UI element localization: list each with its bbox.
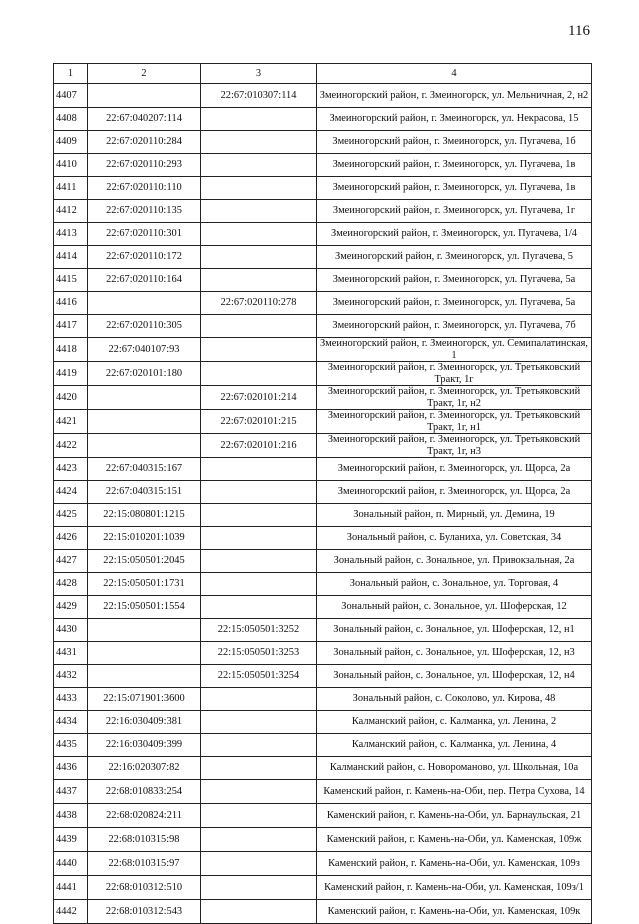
address-cell: Змеиногорский район, г. Змеиногорск, ул. Пугачева, 5 <box>317 246 592 269</box>
premises-cadastral-cell: 22:15:050501:3254 <box>201 665 317 688</box>
premises-cadastral-cell <box>201 711 317 734</box>
address-cell: Зональный район, с. Зональное, ул. Торговая, 4 <box>317 573 592 596</box>
header-col-2: 2 <box>88 64 201 84</box>
table-row <box>54 223 592 246</box>
address-cell: Каменский район, г. Камень-на-Оби, пер. Петра Сухова, 14 <box>317 780 592 804</box>
row-number-cell: 4419 <box>54 362 88 386</box>
premises-cadastral-cell <box>201 504 317 527</box>
header-col-1: 1 <box>54 64 88 84</box>
premises-cadastral-cell: 22:67:020101:214 <box>201 386 317 410</box>
table-row <box>54 481 592 504</box>
row-number-cell: 4421 <box>54 410 88 434</box>
row-number-cell: 4430 <box>54 619 88 642</box>
row-number-cell: 4437 <box>54 780 88 804</box>
row-number-cell: 4420 <box>54 386 88 410</box>
address-cell: Змеиногорский район, г. Змеиногорск, ул. Пугачева, 5а <box>317 269 592 292</box>
table-row <box>54 734 592 757</box>
premises-cadastral-cell <box>201 362 317 386</box>
table-row <box>54 527 592 550</box>
cadastral-number-cell: 22:67:020110:135 <box>88 200 201 223</box>
premises-cadastral-cell <box>201 200 317 223</box>
cadastral-number-cell <box>88 642 201 665</box>
premises-cadastral-cell <box>201 246 317 269</box>
row-number-cell: 4428 <box>54 573 88 596</box>
cadastral-number-cell: 22:15:071901:3600 <box>88 688 201 711</box>
address-cell: Зональный район, с. Зональное, ул. Шоферская, 12 <box>317 596 592 619</box>
address-cell: Калманский район, с. Новороманово, ул. Школьная, 10а <box>317 757 592 780</box>
page-number: 116 <box>568 23 590 39</box>
cadastral-number-cell: 22:67:020110:284 <box>88 131 201 154</box>
address-cell: Змеиногорский район, г. Змеиногорск, ул. Пугачева, 1б <box>317 131 592 154</box>
row-number-cell: 4410 <box>54 154 88 177</box>
address-cell: Змеиногорский район, г. Змеиногорск, ул. Третьяковский Тракт, 1г, н2 <box>317 386 592 410</box>
property-table <box>53 63 592 924</box>
address-cell: Каменский район, г. Камень-на-Оби, ул. Каменская, 109к <box>317 900 592 924</box>
row-number-cell: 4441 <box>54 876 88 900</box>
premises-cadastral-cell <box>201 688 317 711</box>
row-number-cell: 4424 <box>54 481 88 504</box>
address-cell: Змеиногорский район, г. Змеиногорск, ул. Щорса, 2а <box>317 481 592 504</box>
cadastral-number-cell <box>88 292 201 315</box>
address-cell: Змеиногорский район, г. Змеиногорск, ул. Щорса, 2а <box>317 458 592 481</box>
premises-cadastral-cell <box>201 131 317 154</box>
premises-cadastral-cell <box>201 223 317 246</box>
table-row <box>54 596 592 619</box>
address-cell: Каменский район, г. Камень-на-Оби, ул. Каменская, 109з <box>317 852 592 876</box>
table-row <box>54 269 592 292</box>
premises-cadastral-cell <box>201 458 317 481</box>
cadastral-number-cell: 22:68:010312:510 <box>88 876 201 900</box>
row-number-cell: 4435 <box>54 734 88 757</box>
table-row <box>54 550 592 573</box>
address-cell: Зональный район, с. Соколово, ул. Кирова, 48 <box>317 688 592 711</box>
cadastral-number-cell: 22:68:010312:543 <box>88 900 201 924</box>
cadastral-number-cell <box>88 386 201 410</box>
cadastral-number-cell: 22:67:020110:301 <box>88 223 201 246</box>
row-number-cell: 4408 <box>54 108 88 131</box>
row-number-cell: 4413 <box>54 223 88 246</box>
row-number-cell: 4431 <box>54 642 88 665</box>
table-row <box>54 504 592 527</box>
table-row <box>54 434 592 458</box>
address-cell: Зональный район, п. Мирный, ул. Демина, 19 <box>317 504 592 527</box>
table-row <box>54 573 592 596</box>
row-number-cell: 4439 <box>54 828 88 852</box>
cadastral-number-cell: 22:67:020110:172 <box>88 246 201 269</box>
address-cell: Зональный район, с. Буланиха, ул. Советская, 34 <box>317 527 592 550</box>
table-row <box>54 84 592 108</box>
cadastral-number-cell: 22:67:020110:293 <box>88 154 201 177</box>
table-row <box>54 131 592 154</box>
premises-cadastral-cell <box>201 177 317 200</box>
table-row <box>54 246 592 269</box>
table-row <box>54 804 592 828</box>
row-number-cell: 4417 <box>54 315 88 338</box>
cadastral-number-cell <box>88 434 201 458</box>
table-row <box>54 108 592 131</box>
cadastral-number-cell <box>88 665 201 688</box>
premises-cadastral-cell <box>201 527 317 550</box>
premises-cadastral-cell: 22:67:020101:216 <box>201 434 317 458</box>
premises-cadastral-cell <box>201 338 317 362</box>
cadastral-number-cell: 22:67:020110:110 <box>88 177 201 200</box>
row-number-cell: 4436 <box>54 757 88 780</box>
table-row <box>54 200 592 223</box>
address-cell: Змеиногорский район, г. Змеиногорск, ул. Пугачева, 1г <box>317 200 592 223</box>
cadastral-number-cell: 22:16:020307:82 <box>88 757 201 780</box>
address-cell: Зональный район, с. Зональное, ул. Шоферская, 12, н4 <box>317 665 592 688</box>
row-number-cell: 4415 <box>54 269 88 292</box>
address-cell: Змеиногорский район, г. Змеиногорск, ул. Пугачева, 1в <box>317 177 592 200</box>
row-number-cell: 4416 <box>54 292 88 315</box>
premises-cadastral-cell: 22:15:050501:3252 <box>201 619 317 642</box>
address-cell: Змеиногорский район, г. Змеиногорск, ул. Пугачева, 5а <box>317 292 592 315</box>
row-number-cell: 4440 <box>54 852 88 876</box>
cadastral-number-cell: 22:67:040207:114 <box>88 108 201 131</box>
cadastral-number-cell: 22:67:020110:164 <box>88 269 201 292</box>
address-cell: Зональный район, с. Зональное, ул. Шоферская, 12, н1 <box>317 619 592 642</box>
address-cell: Змеиногорский район, г. Змеиногорск, ул. Некрасова, 15 <box>317 108 592 131</box>
cadastral-number-cell: 22:67:040315:151 <box>88 481 201 504</box>
table-row <box>54 828 592 852</box>
address-cell: Каменский район, г. Камень-на-Оби, ул. Каменская, 109з/1 <box>317 876 592 900</box>
premises-cadastral-cell <box>201 573 317 596</box>
table-row <box>54 642 592 665</box>
address-cell: Змеиногорский район, г. Змеиногорск, ул. Пугачева, 1в <box>317 154 592 177</box>
address-cell: Змеиногорский район, г. Змеиногорск, ул. Пугачева, 7б <box>317 315 592 338</box>
address-cell: Каменский район, г. Камень-на-Оби, ул. Барнаульская, 21 <box>317 804 592 828</box>
address-cell: Змеиногорский район, г. Змеиногорск, ул. Третьяковский Тракт, 1г <box>317 362 592 386</box>
cadastral-number-cell: 22:68:020824:211 <box>88 804 201 828</box>
premises-cadastral-cell: 22:67:020101:215 <box>201 410 317 434</box>
table-row <box>54 711 592 734</box>
table-row <box>54 757 592 780</box>
table-row <box>54 177 592 200</box>
cadastral-number-cell: 22:67:020110:305 <box>88 315 201 338</box>
table-header-row <box>54 64 592 84</box>
premises-cadastral-cell <box>201 876 317 900</box>
address-cell: Каменский район, г. Камень-на-Оби, ул. Каменская, 109ж <box>317 828 592 852</box>
table-body <box>54 84 592 924</box>
cadastral-number-cell: 22:68:010315:98 <box>88 828 201 852</box>
row-number-cell: 4422 <box>54 434 88 458</box>
address-cell: Зональный район, с. Зональное, ул. Шоферская, 12, н3 <box>317 642 592 665</box>
row-number-cell: 4423 <box>54 458 88 481</box>
cadastral-number-cell: 22:67:040107:93 <box>88 338 201 362</box>
row-number-cell: 4429 <box>54 596 88 619</box>
premises-cadastral-cell: 22:15:050501:3253 <box>201 642 317 665</box>
row-number-cell: 4407 <box>54 84 88 108</box>
premises-cadastral-cell: 22:67:010307:114 <box>201 84 317 108</box>
table-row <box>54 780 592 804</box>
premises-cadastral-cell <box>201 757 317 780</box>
table-row <box>54 362 592 386</box>
table-row <box>54 900 592 924</box>
row-number-cell: 4418 <box>54 338 88 362</box>
row-number-cell: 4427 <box>54 550 88 573</box>
row-number-cell: 4412 <box>54 200 88 223</box>
premises-cadastral-cell: 22:67:020110:278 <box>201 292 317 315</box>
premises-cadastral-cell <box>201 481 317 504</box>
cadastral-number-cell: 22:15:010201:1039 <box>88 527 201 550</box>
cadastral-number-cell: 22:16:030409:399 <box>88 734 201 757</box>
cadastral-number-cell: 22:67:020101:180 <box>88 362 201 386</box>
cadastral-number-cell <box>88 410 201 434</box>
address-cell: Змеиногорский район, г. Змеиногорск, ул. Семипалатинская, 1 <box>317 338 592 362</box>
table-row <box>54 410 592 434</box>
address-cell: Зональный район, с. Зональное, ул. Привокзальная, 2а <box>317 550 592 573</box>
table-row <box>54 292 592 315</box>
cadastral-number-cell: 22:15:080801:1215 <box>88 504 201 527</box>
cadastral-number-cell: 22:15:050501:1731 <box>88 573 201 596</box>
cadastral-number-cell: 22:16:030409:381 <box>88 711 201 734</box>
table-row <box>54 315 592 338</box>
premises-cadastral-cell <box>201 804 317 828</box>
row-number-cell: 4426 <box>54 527 88 550</box>
row-number-cell: 4425 <box>54 504 88 527</box>
address-cell: Калманский район, с. Калманка, ул. Ленина, 4 <box>317 734 592 757</box>
cadastral-number-cell: 22:67:040315:167 <box>88 458 201 481</box>
cadastral-number-cell <box>88 84 201 108</box>
address-cell: Змеиногорский район, г. Змеиногорск, ул. Третьяковский Тракт, 1г, н1 <box>317 410 592 434</box>
address-cell: Змеиногорский район, г. Змеиногорск, ул. Пугачева, 1/4 <box>317 223 592 246</box>
row-number-cell: 4411 <box>54 177 88 200</box>
table-row <box>54 458 592 481</box>
table-row <box>54 665 592 688</box>
cadastral-number-cell <box>88 619 201 642</box>
premises-cadastral-cell <box>201 828 317 852</box>
header-col-3: 3 <box>201 64 317 84</box>
premises-cadastral-cell <box>201 734 317 757</box>
cadastral-number-cell: 22:15:050501:2045 <box>88 550 201 573</box>
row-number-cell: 4434 <box>54 711 88 734</box>
premises-cadastral-cell <box>201 596 317 619</box>
cadastral-number-cell: 22:68:010315:97 <box>88 852 201 876</box>
row-number-cell: 4432 <box>54 665 88 688</box>
premises-cadastral-cell <box>201 780 317 804</box>
table-row <box>54 154 592 177</box>
premises-cadastral-cell <box>201 315 317 338</box>
header-col-4: 4 <box>317 64 592 84</box>
address-cell: Калманский район, с. Калманка, ул. Ленина, 2 <box>317 711 592 734</box>
cadastral-number-cell: 22:15:050501:1554 <box>88 596 201 619</box>
premises-cadastral-cell <box>201 900 317 924</box>
row-number-cell: 4433 <box>54 688 88 711</box>
premises-cadastral-cell <box>201 269 317 292</box>
premises-cadastral-cell <box>201 852 317 876</box>
table-row <box>54 338 592 362</box>
premises-cadastral-cell <box>201 108 317 131</box>
address-cell: Змеиногорский район, г. Змеиногорск, ул. Мельничная, 2, н2 <box>317 84 592 108</box>
table-row <box>54 619 592 642</box>
premises-cadastral-cell <box>201 550 317 573</box>
table-row <box>54 852 592 876</box>
row-number-cell: 4438 <box>54 804 88 828</box>
table-row <box>54 876 592 900</box>
table-row <box>54 688 592 711</box>
row-number-cell: 4409 <box>54 131 88 154</box>
premises-cadastral-cell <box>201 154 317 177</box>
table-row <box>54 386 592 410</box>
cadastral-number-cell: 22:68:010833:254 <box>88 780 201 804</box>
address-cell: Змеиногорский район, г. Змеиногорск, ул. Третьяковский Тракт, 1г, н3 <box>317 434 592 458</box>
row-number-cell: 4442 <box>54 900 88 924</box>
row-number-cell: 4414 <box>54 246 88 269</box>
